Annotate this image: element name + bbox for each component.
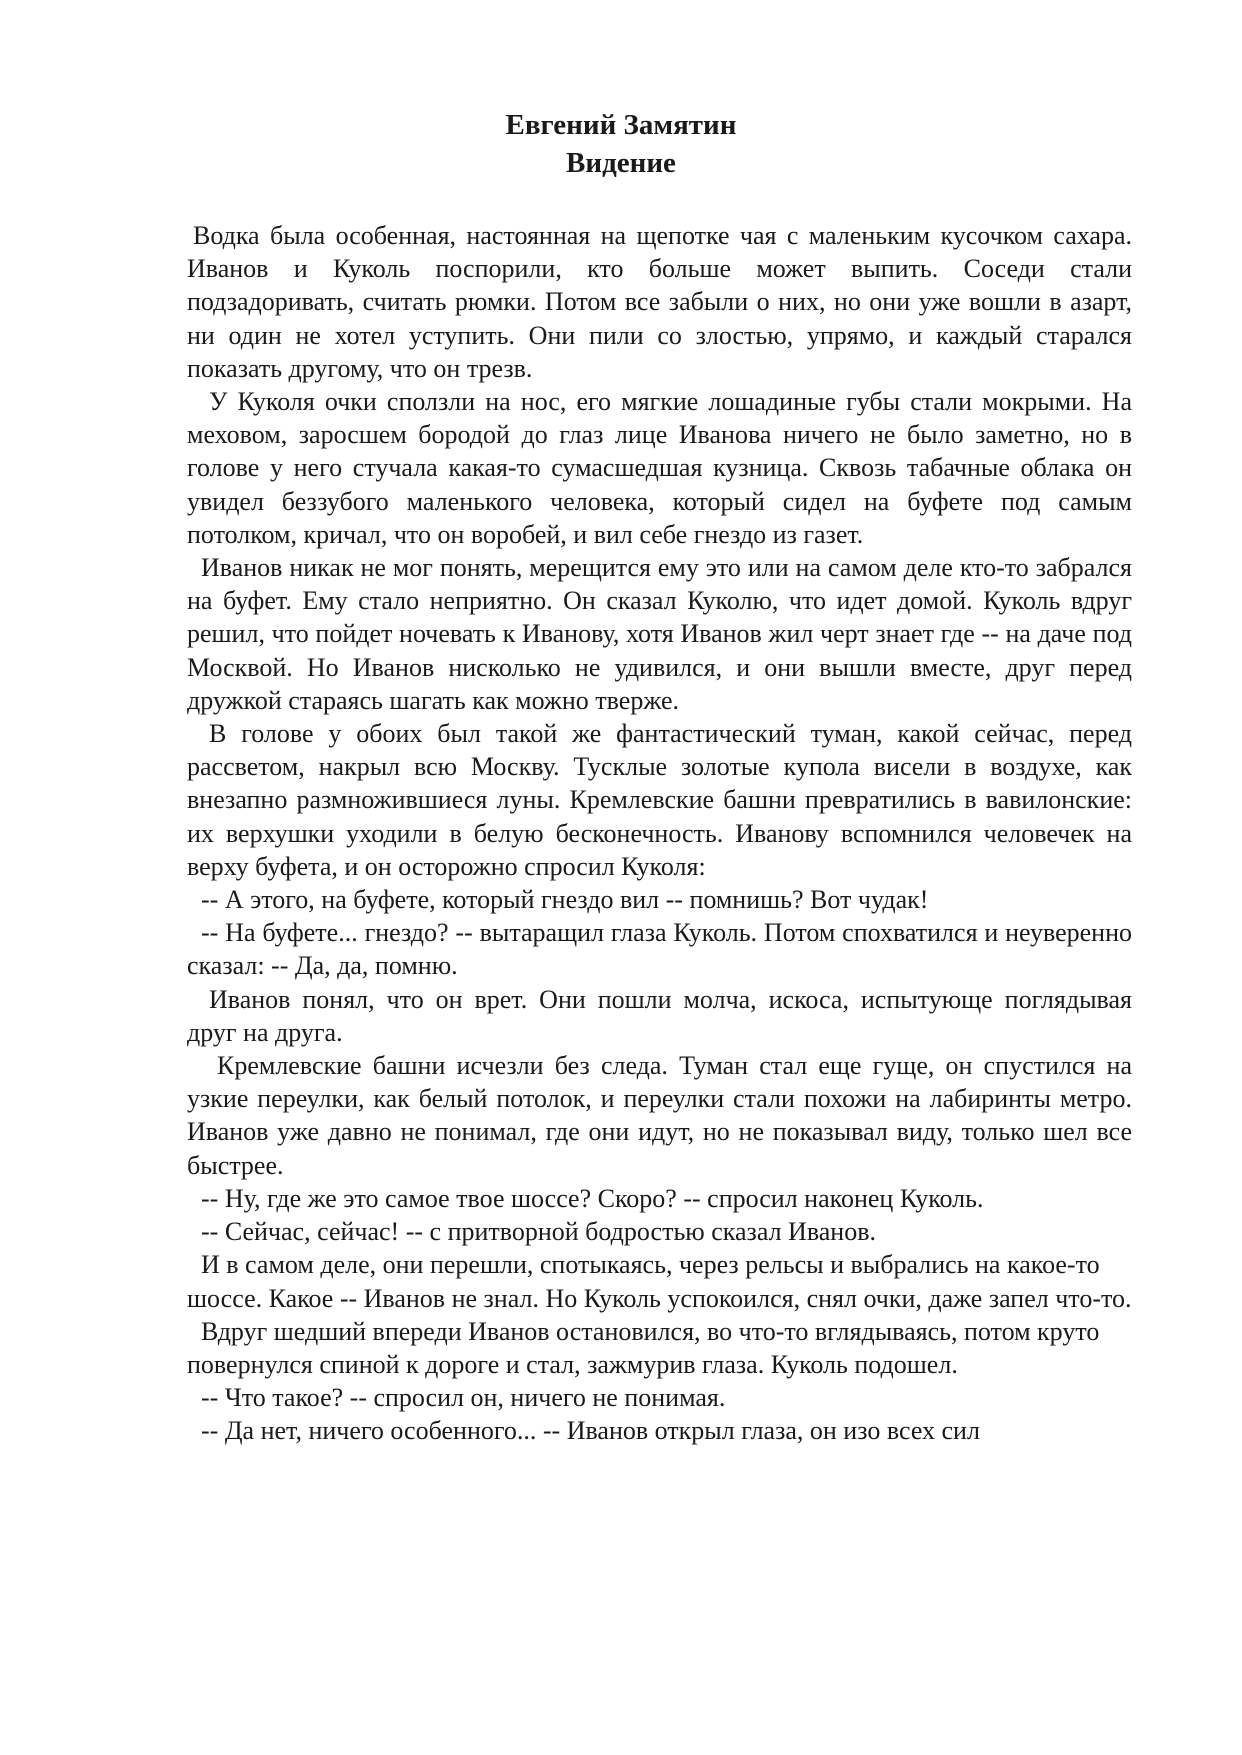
paragraph: В голове у обоих был такой же фантастический туман, какой сейчас, перед рассветом, накрыл всю Москву. Тусклые золотые купола висели в воздухе, как внезапно размножившиеся луны. Кремлевские башни превратились в вавилонские: их верхушки уходили в белую бесконечность. Иванову вспомнился человечек на верху буфета, и он осторожно спросил Куколя: — [187, 719, 1132, 881]
title-block — [0, 106, 1242, 182]
paragraph: -- На буфете... гнездо? -- вытаращил глаза Куколь. Потом спохватился и неуверенно сказал: -- Да, да, помню. — [187, 918, 1132, 981]
paragraph: Иванов никак не мог понять, мерещится ему это или на самом деле кто-то забрался на буфет. Ему стало неприятно. Он сказал Куколю, что идет домой. Куколь вдруг решил, что пойдет ночевать к Иванову, хотя Иванов жил черт знает где -- на даче под Москвой. Но Иванов нисколько не удивился, и они вышли вместе, друг перед дружкой стараясь шагать как можно тверже. — [187, 553, 1132, 715]
paragraph: -- Да нет, ничего особенного... -- Иванов открыл глаза, он изо всех сил — [201, 1416, 980, 1446]
paragraph: Кремлевские башни исчезли без следа. Туман стал еще гуще, он спустился на узкие переулки, как белый потолок, и переулки стали похожи на лабиринты метро. Иванов уже давно не понимал, где они идут, но не показывал виду, только шел все быстрее. — [187, 1051, 1132, 1180]
paragraph: -- Сейчас, сейчас! -- с притворной бодростью сказал Иванов. — [201, 1217, 876, 1247]
paragraph: Водка была особенная, настоянная на щепотке чая с маленьким кусочком сахара. Иванов и Куколь поспорили, кто больше может выпить. Соседи стали подзадоривать, считать рюмки. Потом все забыли о них, но они уже вошли в азарт, ни один не хотел уступить. Они пили со злостью, упрямо, и каждый старался показать другому, что он трезв. — [187, 221, 1132, 383]
story-title: Видение — [566, 147, 676, 179]
author-name: Евгений Замятин — [505, 109, 737, 141]
paragraph: -- Ну, где же это самое твое шоссе? Скоро? -- спросил наконец Куколь. — [201, 1183, 984, 1213]
paragraph: Иванов понял, что он врет. Они пошли молча, искоса, испытующе поглядывая друг на друга. — [187, 984, 1132, 1047]
paragraph: -- А этого, на буфете, который гнездо вил -- помнишь? Вот чудак! — [201, 885, 929, 915]
paragraph: И в самом деле, они перешли, спотыкаясь, через рельсы и выбрались на какое-то шоссе. Какое -- Иванов не знал. Но Куколь успокоился, снял очки, даже запел что-то. — [187, 1250, 1132, 1313]
paragraph: У Куколя очки сползли на нос, его мягкие лошадиные губы стали мокрыми. На меховом, заросшем бородой до глаз лице Иванова ничего не было заметно, но в голове у него стучала какая-то сумасшедшая кузница. Сквозь табачные облака он увидел беззубого маленького человека, который сидел на буфете под самым потолком, кричал, что он воробей, и вил себе гнездо из газет. — [187, 387, 1132, 549]
paragraph: -- Что такое? -- спросил он, ничего не понимая. — [201, 1383, 726, 1413]
paragraph: Вдруг шедший впереди Иванов остановился, во что-то вглядываясь, потом круто повернулся спиной к дороге и стал, зажмурив глаза. Куколь подошел. — [187, 1316, 1100, 1379]
story-body — [187, 219, 1132, 1448]
